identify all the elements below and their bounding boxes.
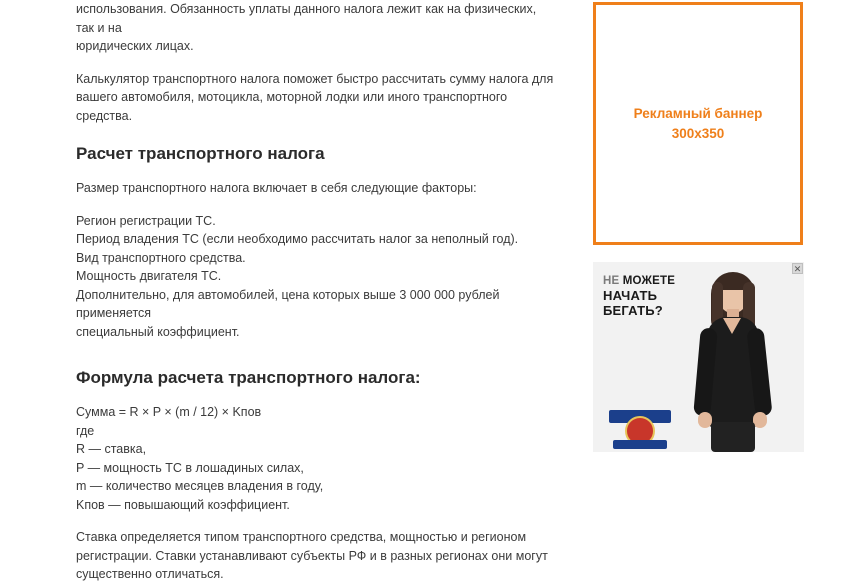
ad-banner-text <box>634 104 763 144</box>
factor-item: Мощность двигателя ТС. <box>76 269 222 283</box>
ad-banner-placeholder[interactable] <box>593 2 803 245</box>
badge-ribbon-bottom <box>613 440 667 449</box>
heading-calculation: Расчет транспортного налога <box>76 144 325 163</box>
factor-item: Вид транспортного средства. <box>76 250 246 265</box>
formula-line: где <box>76 423 95 438</box>
award-badge-icon <box>609 410 671 450</box>
close-icon[interactable]: ✕ <box>793 264 802 274</box>
promo-model-image <box>685 262 804 452</box>
model-hand-right <box>753 412 767 428</box>
formula-line: Kпов — повышающий коэффициент. <box>76 497 290 512</box>
paragraph-intro-line1: использования. Обязанность уплаты данного налога лежит как на физических, так и на <box>76 2 537 35</box>
formula-line: P — мощность ТС в лошадиных силах, <box>76 460 304 475</box>
factors-list <box>76 212 556 342</box>
model-legs <box>711 422 755 452</box>
promo-ad[interactable] <box>593 262 804 452</box>
paragraph-intro-line2: юридических лицах. <box>76 39 194 53</box>
heading-formula: Формула расчета транспортного налога: <box>76 368 421 387</box>
formula-list <box>76 403 556 514</box>
model-hand-left <box>698 412 712 428</box>
factor-item: Регион регистрации ТС. <box>76 213 216 228</box>
factor-item: Период владения ТС (если необходимо рассчитать налог за неполный год). <box>76 232 519 246</box>
factor-item: Дополнительно, для автомобилей, цена которых выше 3 000 000 рублей применяется <box>76 287 500 320</box>
factor-item: специальный коэффициент. <box>76 324 240 339</box>
promo-headline-line2: НАЧАТЬ <box>603 288 658 303</box>
ad-banner-title: Рекламный баннер <box>633 105 763 121</box>
paragraph-factors: Размер транспортного налога включает в себя следующие факторы: <box>76 181 477 195</box>
promo-headline-line3: БЕГАТЬ? <box>603 303 663 318</box>
promo-headline-line1-bold: МОЖЕТЕ <box>622 275 676 287</box>
paragraph-calculator: Калькулятор транспортного налога поможет быстро рассчитать сумму налога для вашего автомобиля, мотоцикла, моторной лодки или иного транспортного средства. <box>76 71 554 123</box>
formula-line: Сумма = R × P × (m / 12) × Kпов <box>76 405 262 419</box>
promo-headline-line1-prefix: НЕ <box>603 275 623 287</box>
sidebar <box>586 0 850 452</box>
ad-banner-size: 300x350 <box>671 125 725 141</box>
formula-line: m — количество месяцев владения в году, <box>76 479 324 493</box>
paragraph-rate: Ставка определяется типом транспортного средства, мощностью и регионом регистрации. Ставки устанавливают субъекты РФ и в разных регионах они могут существенно отличаться. <box>76 530 548 581</box>
formula-line: R — ставка, <box>76 442 147 456</box>
